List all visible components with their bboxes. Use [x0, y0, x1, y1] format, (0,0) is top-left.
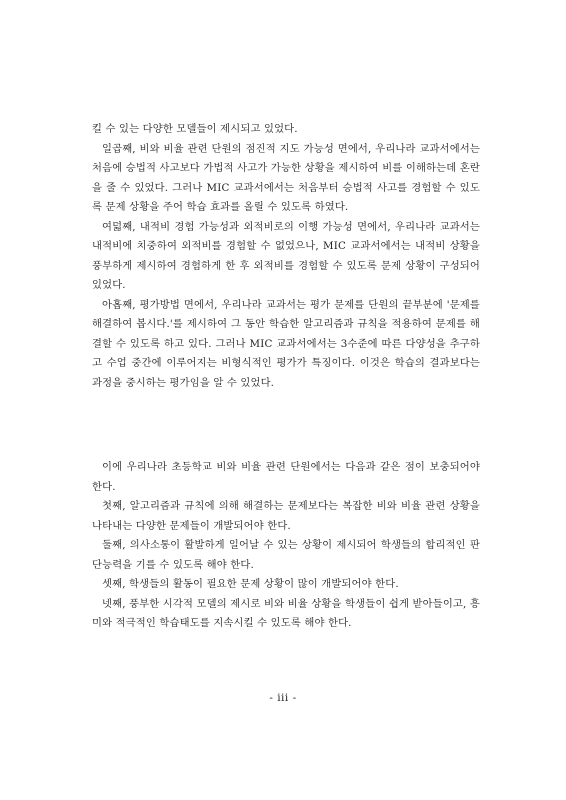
recommendation-second: 둘째, 의사소통이 활발하게 일어날 수 있는 상황이 제시되어 학생들의 합리적인 판단능력을 기를 수 있도록 해야 한다.: [92, 539, 480, 571]
page-number: - iii -: [269, 692, 297, 704]
paragraph-seventh: 일곱째, 비와 비율 관련 단원의 점진적 지도 가능성 면에서, 우리나라 교과서에서는 처음에 승법적 사고보다 가법적 사고가 가능한 상황을 제시하여 비를 이해하는데 혼란을 줄 수 있었다. 그러나 MIC 교과서에서는 처음부터 승법적 사고를 경험할 수 있도록 문제 상황을 주어 학습 효과를 올릴 수 있도록 하였다.: [92, 142, 480, 213]
recommendation-fourth: 넷째, 풍부한 시각적 모델의 제시로 비와 비율 상황을 학생들이 쉽게 받아들이고, 흥미와 적극적인 학습태도를 지속시킬 수 있도록 해야 한다.: [92, 597, 480, 629]
paragraph-eighth: 여덟째, 내적비 경험 가능성과 외적비로의 이행 가능성 면에서, 우리나라 교과서는 내적비에 치중하여 외적비를 경험할 수 없었으나, MIC 교과서에서는 내적비 상황을 풍부하게 제시하여 경험하게 한 후 외적비를 경험할 수 있도록 문제 상황이 구성되어 있었다.: [92, 220, 480, 291]
recommendation-first: 첫째, 알고리즘과 규칙에 의해 해결하는 문제보다는 복잡한 비와 비율 관련 상황을 나타내는 다양한 문제들이 개발되어야 한다.: [92, 500, 480, 532]
paragraph-ninth: 아홉째, 평가방법 면에서, 우리나라 교과서는 평가 문제를 단원의 끝부분에 '문제를 해결하여 봅시다.'를 제시하여 그 동안 학습한 알고리즘과 규칙을 적용하여 문제를 해결할 수 있도록 하고 있다. 그러나 MIC 교과서에서는 3수준에 따른 다양성을 추구하고 수업 중간에 이루어지는 비형식적인 평가가 특징이다. 이것은 학습의 결과보다는 과정을 중시하는 평가임을 알 수 있었다.: [92, 298, 480, 389]
recommendations-intro: 이에 우리나라 초등학교 비와 비율 관련 단원에서는 다음과 같은 점이 보충되어야 한다.: [92, 461, 480, 493]
recommendation-third: 셋째, 학생들의 활동이 필요한 문제 상황이 많이 개발되어야 한다.: [102, 578, 399, 590]
recommendations-section: [92, 458, 480, 634]
paragraph-continuation: 킬 수 있는 다양한 모델들이 제시되고 있었다.: [92, 123, 298, 135]
findings-section: [92, 120, 480, 393]
